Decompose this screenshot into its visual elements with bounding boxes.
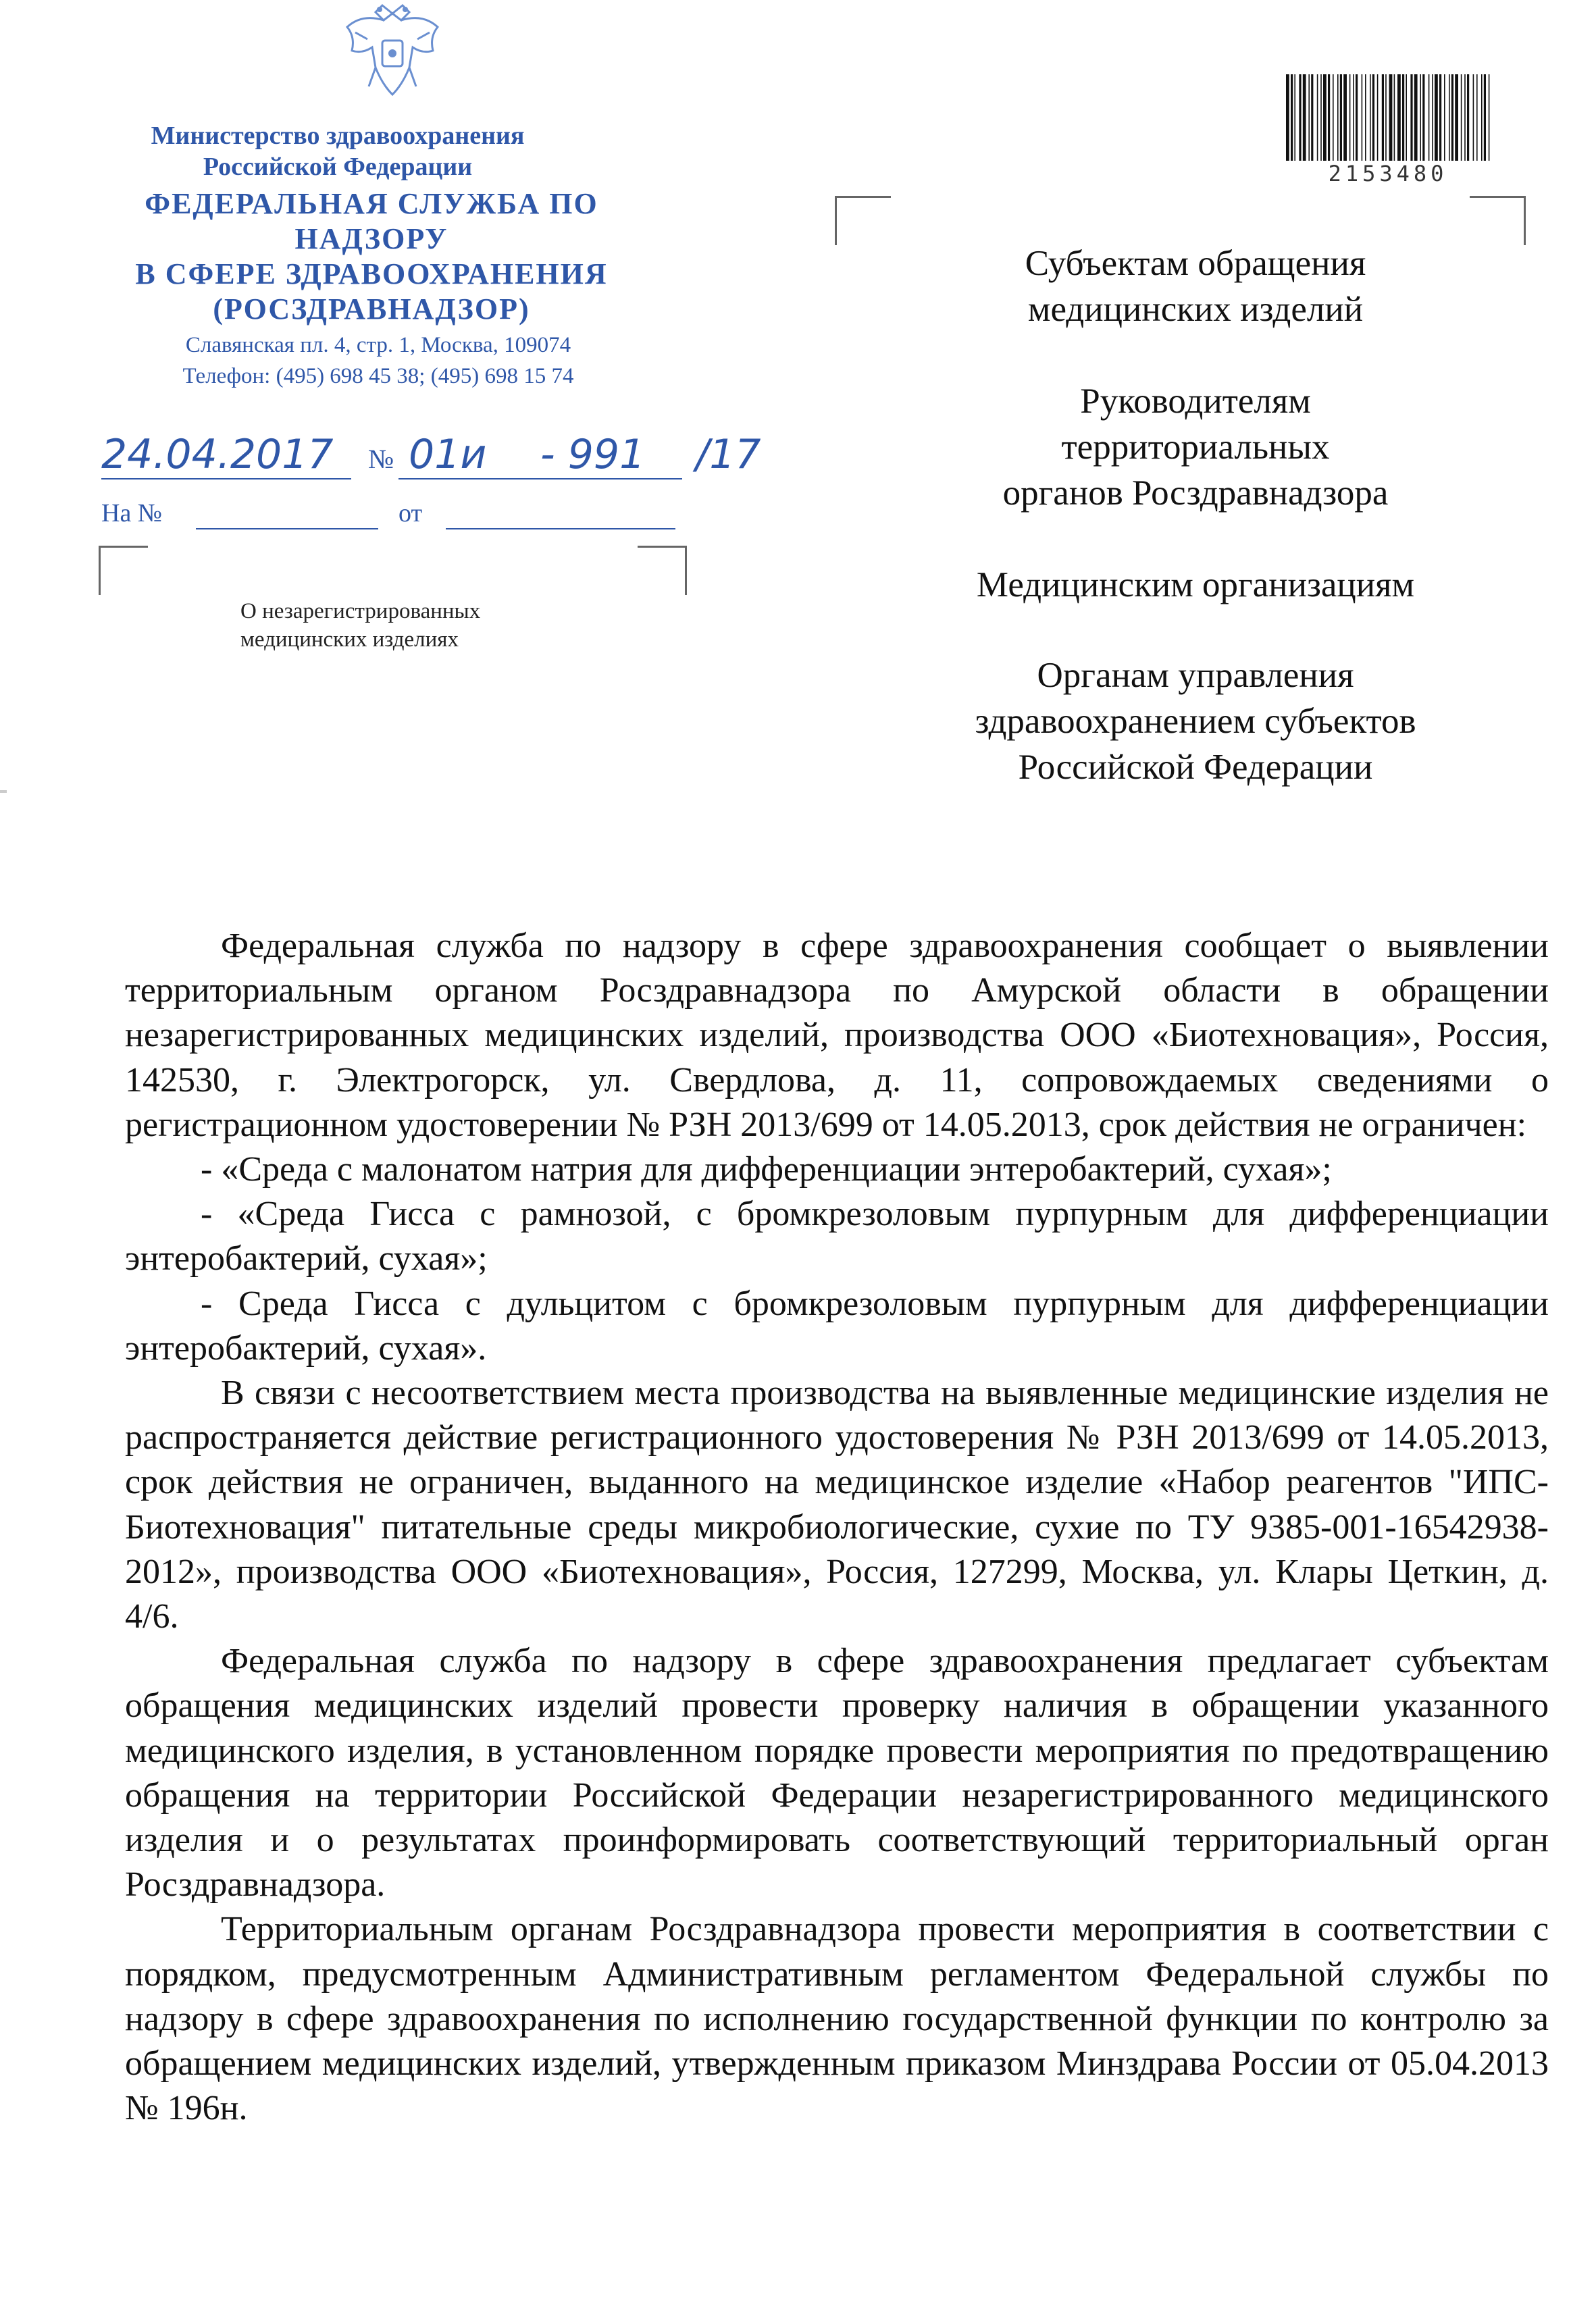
letter-body (125, 924, 1549, 2131)
addressee-1-line-1: Субъектам обращения (1025, 244, 1366, 283)
addressee-2-line-3: органов Росздравнадзора (1002, 473, 1389, 513)
service-line-2: В СФЕРЕ ЗДРАВООХРАНЕНИЯ (135, 257, 608, 290)
barcode-bar (1349, 74, 1351, 161)
barcode-bar (1439, 74, 1441, 161)
letterhead-address (115, 330, 642, 392)
barcode-bar (1362, 74, 1363, 161)
barcode-number: 2153480 (1328, 161, 1448, 186)
body-list-item-2: - «Среда Гисса с рамнозой, с бромкрезоловым пурпурным для дифференциации энтеробактерий, сухая»; (125, 1195, 1549, 1278)
barcode-bar (1464, 74, 1466, 161)
barcode-bar (1340, 74, 1342, 161)
reply-to-line (101, 498, 682, 539)
addressee-2 (865, 378, 1526, 516)
barcode-bar (1422, 74, 1424, 161)
barcode-bar (1365, 74, 1366, 161)
address-line-2: Телефон: (495) 698 45 38; (495) 698 15 74 (182, 364, 574, 388)
addressee-4-line-1: Органам управления (1037, 656, 1354, 695)
body-list-item-1: - «Среда с малонатом натрия для дифференциации энтеробактерий, сухая»; (201, 1150, 1332, 1189)
reply-to-underline (196, 528, 378, 529)
barcode-bar (1455, 74, 1458, 161)
barcode-bar (1414, 74, 1418, 161)
barcode-bar (1461, 74, 1462, 161)
ministry-line-1: Министерство здравоохранения (151, 122, 525, 150)
barcode-bar (1294, 74, 1295, 161)
registration-number-part3: /17 (696, 431, 761, 478)
barcode-bar (1406, 74, 1407, 161)
body-list-item-3: - Среда Гисса с дульцитом с бромкрезоловым пурпурным для дифференциации энтеробактерий, сухая». (125, 1284, 1549, 1368)
letter-subject (240, 597, 578, 654)
addressee-3-line-1: Медицинским организациям (976, 565, 1415, 604)
registration-number-part1: 01и (409, 431, 487, 478)
barcode-bar (1323, 74, 1327, 161)
reply-from-label: от (398, 499, 423, 527)
registration-number-part2: - 991 (540, 431, 646, 478)
ministry-name (95, 120, 581, 182)
subject-bracket-right (638, 546, 687, 595)
barcode-bar (1286, 74, 1289, 161)
number-underline (398, 478, 682, 479)
number-sign: № (368, 444, 394, 474)
reply-from-underline (446, 528, 675, 529)
body-paragraph-1: Федеральная служба по надзору в сфере здравоохранения сообщает о выявлении территориальным органом Росздравнадзора по Амурской области в обращении незарегистрированных медицинских изделий, производства ООО «Биотехновация», Россия, 142530, г. Электрогорск, ул. Свердлова, д. 11, сопровождаемых сведениями о регистрационном удостоверении № РЗН 2013/699 от 14.05.2013, срок действия не ограничен: (125, 927, 1549, 1144)
barcode-bar (1449, 74, 1450, 161)
reply-to-label: На № (101, 499, 163, 527)
addressee-4 (865, 652, 1526, 790)
barcode-bar (1356, 74, 1358, 161)
date-underline (101, 478, 351, 479)
barcode-bar (1435, 74, 1438, 161)
barcode-bar (1320, 74, 1322, 161)
addressee-bracket-right (1470, 196, 1526, 245)
addressee-1 (865, 240, 1526, 332)
body-paragraph-3: Федеральная служба по надзору в сфере здравоохранения предлагает субъектам обращения медицинских изделий провести проверку наличия в обращении указанного медицинского изделия, в установленном порядке провести мероприятия по предотвращению обращения на территории Российской Федерации незарегистрированного медицинского изделия и о результатах проинформировать соответствующий территориальный орган Росздравнадзора. (125, 1642, 1549, 1904)
barcode-bar (1467, 74, 1469, 161)
barcode-bar (1299, 74, 1301, 161)
barcode-bar (1476, 74, 1478, 161)
barcode-bar (1385, 74, 1387, 161)
barcode-bar (1370, 74, 1371, 161)
addressee-2-line-2: территориальных (1061, 427, 1330, 467)
barcode-bar (1303, 74, 1306, 161)
body-paragraph-4: Территориальным органам Росздравнадзора провести мероприятия в соответствии с порядком, предусмотренным Административным регламентом Федеральной службы по надзору в сфере здравоохранения по исполнению государственной функции по контролю за обращением медицинских изделий, утвержденным приказом Минздрава России от 05.04.2013 № 196н. (125, 1910, 1549, 2128)
body-paragraph-2: В связи с несоответствием места производства на выявленные медицинские изделия не распространяется действие регистрационного удостоверения № РЗН 2013/699 от 14.05.2013, срок действия не ограничен, выданного на медицинское изделие «Набор реагентов "ИПС-Биотехновация" питательные среды микробиологические, сухие по ТУ 9385-001-16542938-2012», производства ООО «Биотехновация», Россия, 127299, Москва, ул. Клары Цеткин, д. 4/6. (125, 1374, 1549, 1636)
barcode-bar (1372, 74, 1374, 161)
address-line-1: Славянская пл. 4, стр. 1, Москва, 109074 (185, 333, 571, 357)
barcode-bar (1389, 74, 1393, 161)
barcode-bar (1333, 74, 1334, 161)
barcode-bar (1343, 74, 1347, 161)
barcode-bar (1473, 74, 1474, 161)
addressee-4-line-2: здравоохранением субъектов (975, 702, 1416, 741)
barcode-bar (1394, 74, 1395, 161)
subject-line-2: медицинских изделиях (240, 627, 459, 652)
service-line-1: ФЕДЕРАЛЬНАЯ СЛУЖБА ПО НАДЗОРУ (145, 187, 598, 255)
barcode-bar (1489, 74, 1490, 161)
addressee-1-line-2: медицинских изделий (1027, 290, 1364, 329)
barcode-bar (1410, 74, 1412, 161)
barcode-bar (1328, 74, 1330, 161)
barcode-bar (1481, 74, 1483, 161)
barcode-bar (1420, 74, 1421, 161)
subject-bracket-left (99, 546, 148, 595)
barcode-bar (1353, 74, 1354, 161)
barcode-bar (1397, 74, 1401, 161)
registration-date: 24.04.2017 (101, 431, 334, 478)
addressee-2-line-1: Руководителям (1080, 382, 1311, 421)
barcode-bar (1337, 74, 1339, 161)
registration-line (101, 424, 777, 492)
service-name (68, 186, 675, 327)
barcode-bar (1451, 74, 1453, 161)
barcode-bar (1317, 74, 1318, 161)
barcode-bar (1377, 74, 1379, 161)
barcode-bar (1428, 74, 1430, 161)
addressee-4-line-3: Российской Федерации (1018, 748, 1373, 787)
barcode-bar (1291, 74, 1293, 161)
barcode-bar (1402, 74, 1404, 161)
coat-of-arms-emblem (335, 0, 450, 101)
addressee-3 (865, 562, 1526, 608)
barcode-bar (1484, 74, 1486, 161)
barcode (1283, 74, 1493, 161)
russian-coat-of-arms-icon (335, 0, 450, 101)
barcode-bar (1382, 74, 1384, 161)
ministry-line-2: Российской Федерации (203, 153, 473, 181)
service-line-3: (РОСЗДРАВНАДЗОР) (213, 292, 530, 326)
barcode-bar (1308, 74, 1310, 161)
subject-line-1: О незарегистрированных (240, 599, 481, 623)
barcode-bar (1444, 74, 1445, 161)
scan-mark (0, 790, 7, 793)
barcode-bar (1311, 74, 1313, 161)
barcode-bar (1432, 74, 1433, 161)
addressee-bracket-left (835, 196, 891, 245)
